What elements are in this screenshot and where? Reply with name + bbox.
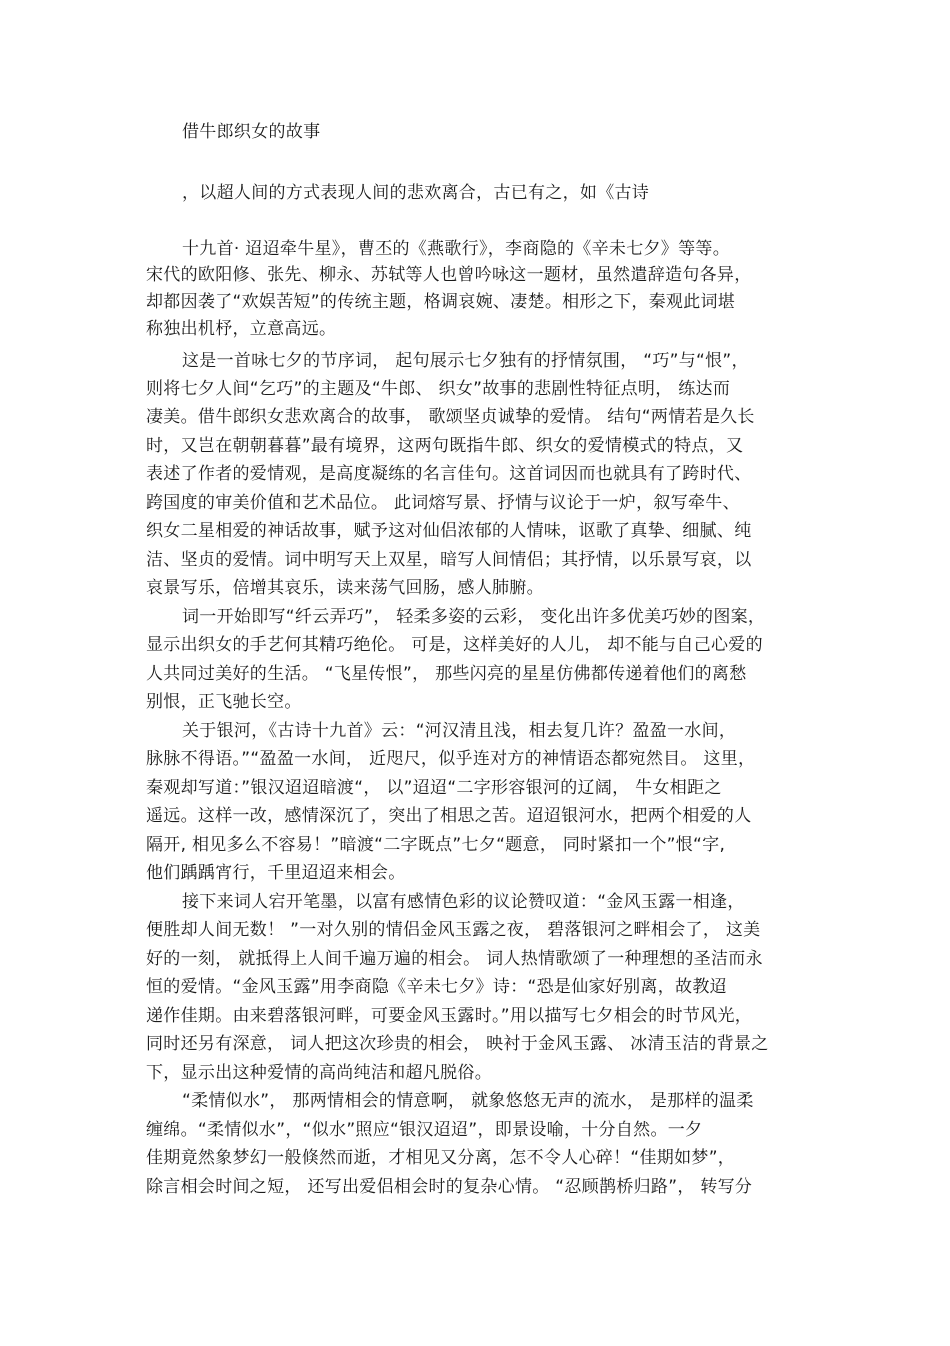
text-line: 时，又岂在朝朝暮暮”最有境界，这两句既指牛郎、织女的爱情模式的特点，又 bbox=[146, 436, 744, 456]
text-line: 词一开始即写“纤云弄巧”， 轻柔多姿的云彩， 变化出许多优美巧妙的图案， bbox=[182, 607, 766, 627]
text-line: 脉脉不得语。”“盈盈一水间， 近咫尺，似乎连对方的神情语态都宛然目。 这里， bbox=[146, 749, 756, 769]
text-line: 哀景写乐，倍增其哀乐，读来荡气回肠，感人肺腑。 bbox=[146, 578, 544, 598]
text-line: 便胜却人间无数！ ”一对久别的情侣金风玉露之夜， 碧落银河之畔相会了， 这美 bbox=[146, 920, 761, 940]
text-line: 十九首· 迢迢牵牛星》，曹丕的《燕歌行》，李商隐的《辛未七夕》等等。 bbox=[182, 239, 731, 259]
text-line: 这是一首咏七夕的节序词， 起句展示七夕独有的抒情氛围， “巧”与“恨”， bbox=[182, 351, 749, 371]
text-line: 递作佳期。由来碧落银河畔，可要金风玉露时。”用以描写七夕相会的时节风光， bbox=[146, 1006, 753, 1026]
text-line: 接下来词人宕开笔墨，以富有感情色彩的议论赞叹道：“金风玉露一相逢， bbox=[182, 892, 745, 912]
text-line: 凄美。借牛郎织女悲欢离合的故事， 歌颂坚贞诚挚的爱情。 结句“两情若是久长 bbox=[146, 407, 755, 427]
document-title: 借牛郎织女的故事 bbox=[182, 122, 321, 142]
text-line: 织女二星相爱的神话故事，赋予这对仙侣浓郁的人情味，讴歌了真挚、细腻、纯 bbox=[146, 521, 752, 541]
text-line: 别恨，正飞驰长空。 bbox=[146, 692, 302, 712]
text-line: 却都因袭了“欢娱苦短”的传统主题，格调哀婉、凄楚。相形之下，秦观此词堪 bbox=[146, 292, 736, 312]
text-line: 好的一刻， 就抵得上人间千遍万遍的相会。 词人热情歌颂了一种理想的圣洁而永 bbox=[146, 949, 763, 969]
text-line: “柔情似水”， 那两情相会的情意啊， 就象悠悠无声的流水， 是那样的温柔 bbox=[182, 1091, 754, 1111]
text-line: 则将七夕人间“乞巧”的主题及“牛郎、 织女”故事的悲剧性特征点明， 练达而 bbox=[146, 379, 731, 399]
text-line: 显示出织女的手艺何其精巧绝伦。 可是，这样美好的人儿， 却不能与自己心爱的 bbox=[146, 635, 763, 655]
text-line: 称独出机杼，立意高远。 bbox=[146, 319, 337, 339]
text-line: 除言相会时间之短， 还写出爱侣相会时的复杂心情。 “忍顾鹊桥归路”， 转写分 bbox=[146, 1177, 753, 1197]
text-line: 佳期竟然象梦幻一般倏然而逝，才相见又分离，怎不令人心碎！“佳期如梦”， bbox=[146, 1148, 736, 1168]
text-line: 秦观却写道：”银汉迢迢暗渡“， 以”迢迢“二字形容银河的辽阔， 牛女相距之 bbox=[146, 778, 722, 798]
text-line: 他们踽踽宵行，千里迢迢来相会。 bbox=[146, 863, 406, 883]
text-line: 人共同过美好的生活。 “飞星传恨”， 那些闪亮的星星仿佛都传递着他们的离愁 bbox=[146, 664, 747, 684]
text-line: 遥远。这样一改，感情深沉了，突出了相思之苦。迢迢银河水，把两个相爱的人 bbox=[146, 806, 752, 826]
text-line: 关于银河，《古诗十九首》云：“河汉清且浅，相去复几许？盈盈一水间， bbox=[182, 721, 737, 741]
text-line: 洁、坚贞的爱情。词中明写天上双星，暗写人间情侣；其抒情，以乐景写哀，以 bbox=[146, 550, 752, 570]
text-line: 隔开, 相见多么不容易！”暗渡“二字既点”七夕“题意， 同时紧扣一个”恨“字, bbox=[146, 835, 726, 855]
text-line: 同时还另有深意， 词人把这次珍贵的相会， 映衬于金风玉露、 冰清玉洁的背景之 bbox=[146, 1034, 769, 1054]
text-line: 表述了作者的爱情观，是高度凝练的名言佳句。这首词因而也就具有了跨时代、 bbox=[146, 464, 752, 484]
text-line: 恒的爱情。“金风玉露”用李商隐《辛未七夕》诗：“恐是仙家好别离，故教迢 bbox=[146, 977, 727, 997]
text-line: 下，显示出这种爱情的高尚纯洁和超凡脱俗。 bbox=[146, 1063, 492, 1083]
text-line: 跨国度的审美价值和艺术品位。 此词熔写景、抒情与议论于一炉，叙写牵牛、 bbox=[146, 493, 740, 513]
text-line: 缠绵。“柔情似水”，“似水”照应“银汉迢迢”，即景设喻，十分自然。一夕 bbox=[146, 1120, 703, 1140]
text-line: ，以超人间的方式表现人间的悲欢离合，古已有之，如《古诗 bbox=[182, 183, 650, 203]
text-line: 宋代的欧阳修、张先、柳永、苏轼等人也曾吟咏这一题材，虽然遣辞造句各异， bbox=[146, 265, 752, 285]
